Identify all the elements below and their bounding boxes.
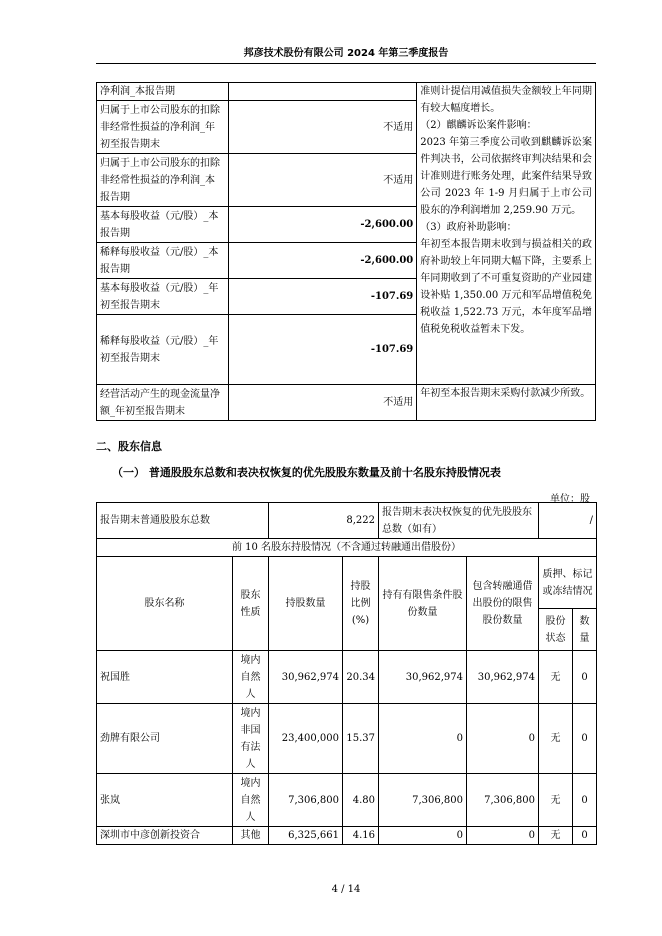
col-header-restricted: 持有有限售条件股份数量 [379, 557, 467, 651]
row-label: 净利润_本报告期 [97, 83, 229, 101]
holder-nature: 境内非国有法人 [233, 704, 269, 774]
financial-indicators-table [96, 82, 596, 421]
holder-amount: 0 [573, 827, 597, 845]
row-value: 不适用 [228, 154, 417, 207]
holder-qty: 7,306,800 [269, 774, 343, 827]
holder-status: 无 [539, 827, 573, 845]
table-row [97, 774, 597, 827]
col-header-ratio: 持股比例(%) [343, 557, 379, 651]
holder-amount: 0 [573, 651, 597, 704]
row-value: -2,600.00 [228, 243, 417, 279]
holder-qty: 30,962,974 [269, 651, 343, 704]
row-label: 基本每股收益（元/股）_本报告期 [97, 207, 229, 243]
cash-flow-note: 年初至本报告期末采购付款减少所致。 [417, 385, 596, 421]
table-row [97, 503, 597, 539]
col-header-amount: 数量 [573, 609, 597, 651]
table-header-row [97, 557, 597, 609]
table-row [97, 539, 597, 557]
total-holders-value: 8,222 [269, 503, 379, 539]
holder-nature: 境内自然人 [233, 774, 269, 827]
top10-title: 前 10 名股东持股情况（不含通过转融通出借股份） [97, 539, 597, 557]
page-number: 4 / 14 [331, 884, 361, 895]
pref-holders-label: 报告期末表决权恢复的优先股股东总数（如有） [379, 503, 539, 539]
holder-amount: 0 [573, 774, 597, 827]
holder-lent: 30,962,974 [467, 651, 539, 704]
row-label: 稀释每股收益（元/股）_本报告期 [97, 243, 229, 279]
holder-nature: 境内自然人 [233, 651, 269, 704]
col-header-name: 股东名称 [97, 557, 233, 651]
holder-qty: 23,400,000 [269, 704, 343, 774]
holder-ratio: 4.80 [343, 774, 379, 827]
col-header-pledge: 质押、标记或冻结情况 [539, 557, 597, 609]
row-label: 稀释每股收益（元/股）_年初至报告期末 [97, 315, 229, 385]
holder-qty: 6,325,661 [269, 827, 343, 845]
holder-restricted: 7,306,800 [379, 774, 467, 827]
table-row [97, 704, 597, 774]
total-holders-label: 报告期末普通股股东总数 [97, 503, 269, 539]
row-value: 不适用 [228, 385, 417, 421]
section-title: 二、股东信息 [96, 440, 162, 453]
row-value: -107.69 [228, 279, 417, 315]
change-reason-note [417, 83, 596, 385]
holder-lent: 0 [467, 704, 539, 774]
holder-restricted: 0 [379, 827, 467, 845]
shareholder-table [96, 502, 597, 845]
subsection-title: （一） 普通股股东总数和表决权恢复的优先股股东数量及前十名股东持股情况表 [112, 466, 501, 479]
holder-name: 祝国胜 [97, 651, 233, 704]
col-header-qty: 持股数量 [269, 557, 343, 651]
table-row [97, 827, 597, 845]
holder-status: 无 [539, 774, 573, 827]
page-header: 邦彦技术股份有限公司 2024 年第三季度报告 [96, 44, 596, 64]
row-value [228, 83, 417, 101]
holder-restricted: 0 [379, 704, 467, 774]
row-label: 经营活动产生的现金流量净额_年初至报告期末 [97, 385, 229, 421]
holder-ratio: 20.34 [343, 651, 379, 704]
change-reason-text: 准则计提信用减值损失金额较上年同期有较大幅度增长。 （2）麒麟诉讼案件影响： 2023 年第三季度公司收到麒麟诉讼案件判决书，公司依据终审判决结果和会计准则进行账务处理，此案件结果导致公司 2023 年 1-9 月归属于上市公司股东的净利润增加 2,259.90 万元。 （3）政府补助影响： 年初至本报告期末收到与损益相关的政府补助较上年同期大幅下降，主要系上年同期收到了不可重复资助的产业园建设补贴 1,350.00 万元和军品增值税免税收益 1,522.73 万元，本年度军品增值税免税收益暂未下发。 [420, 86, 592, 335]
row-label: 基本每股收益（元/股）_年初至报告期末 [97, 279, 229, 315]
holder-status: 无 [539, 704, 573, 774]
row-value: 不适用 [228, 101, 417, 154]
holder-restricted: 30,962,974 [379, 651, 467, 704]
row-label: 归属于上市公司股东的扣除非经常性损益的净利润_年初至报告期末 [97, 101, 229, 154]
pref-holders-value: / [539, 503, 597, 539]
unit-label: 单位：股 [550, 494, 590, 505]
col-header-lent: 包含转融通借出股份的限售股份数量 [467, 557, 539, 651]
table-row [97, 83, 596, 101]
row-value: -2,600.00 [228, 207, 417, 243]
holder-amount: 0 [573, 704, 597, 774]
holder-name: 劲牌有限公司 [97, 704, 233, 774]
holder-lent: 7,306,800 [467, 774, 539, 827]
row-label: 归属于上市公司股东的扣除非经常性损益的净利润_本报告期 [97, 154, 229, 207]
col-header-nature: 股东性质 [233, 557, 269, 651]
holder-status: 无 [539, 651, 573, 704]
holder-name: 张岚 [97, 774, 233, 827]
col-header-status: 股份状态 [539, 609, 573, 651]
table-row [97, 651, 597, 704]
row-value: -107.69 [228, 315, 417, 385]
holder-ratio: 4.16 [343, 827, 379, 845]
holder-name: 深圳市中彦创新投资合 [97, 827, 233, 845]
holder-nature: 其他 [233, 827, 269, 845]
table-row [97, 385, 596, 421]
holder-lent: 0 [467, 827, 539, 845]
holder-ratio: 15.37 [343, 704, 379, 774]
